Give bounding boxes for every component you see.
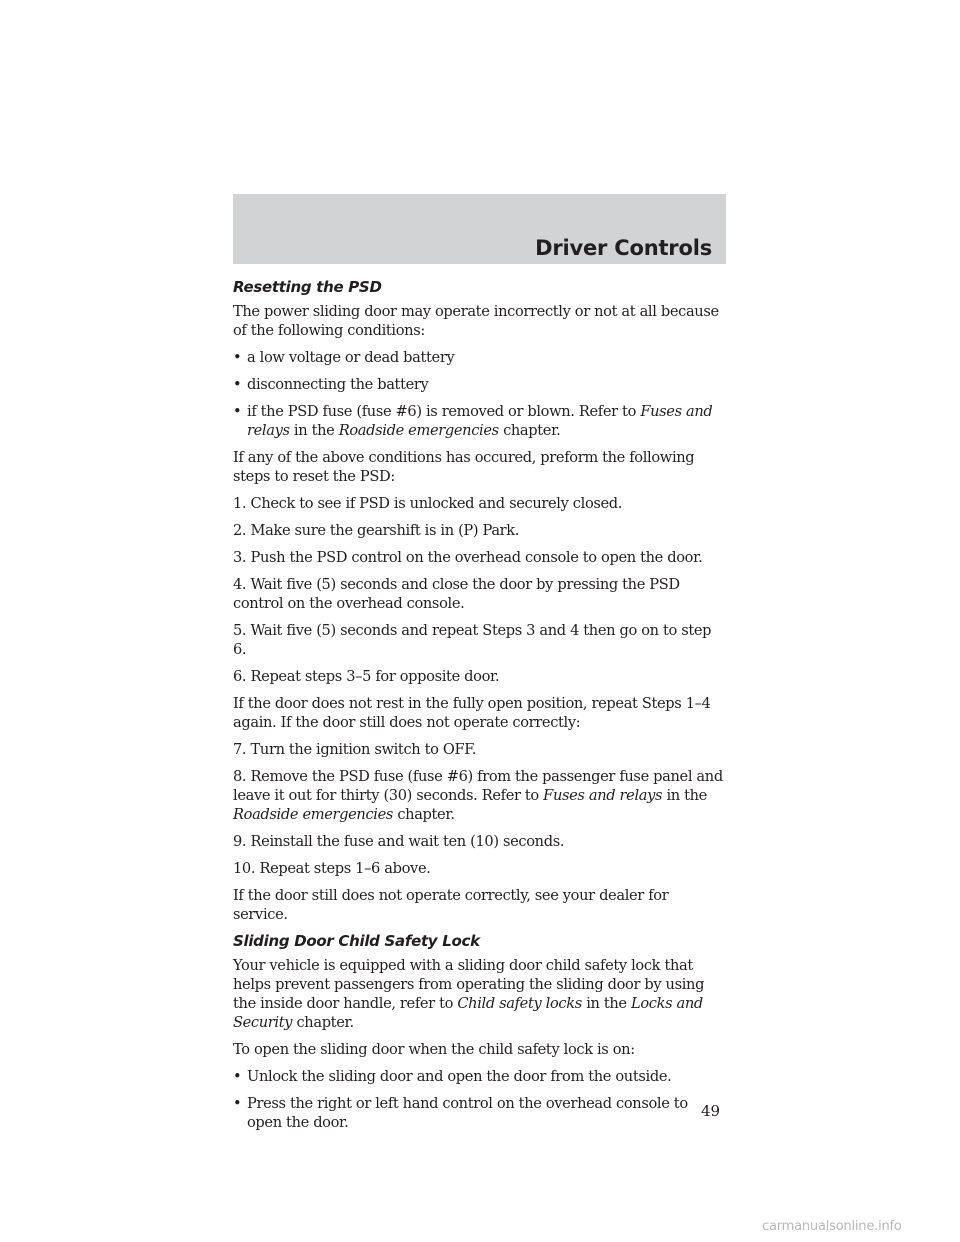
text-segment: chapter. [397, 806, 455, 823]
page-number: 49 [701, 1102, 721, 1120]
bullet-text: disconnecting the battery [247, 376, 429, 393]
lead-paragraph: To open the sliding door when the child safety lock is on: [233, 1041, 635, 1058]
cross-reference: Fuses and relays [543, 787, 663, 804]
list-item [233, 348, 726, 367]
step-item: 9. Reinstall the fuse and wait ten (10) seconds. [233, 833, 565, 850]
note-paragraph: If the door does not rest in the fully open position, repeat Steps 1–4 again. If the door still does not operate correctly: [233, 695, 711, 731]
step-item [233, 767, 726, 824]
intro-paragraph: The power sliding door may operate incorrectly or not at all because of the following conditions: [233, 303, 719, 339]
steps-lead-paragraph: If any of the above conditions has occured, preform the following steps to reset the PSD: [233, 449, 695, 485]
list-item [233, 375, 726, 394]
bullet-glyph: • [233, 376, 242, 393]
step-item: 3. Push the PSD control on the overhead console to open the door. [233, 549, 703, 566]
watermark-text: carmanualsonline.info [762, 1219, 902, 1234]
text-segment: in the [293, 422, 335, 439]
text-segment: 8. Remove the PSD fuse (fuse #6) from the passenger fuse panel and leave it out for thirty (30) seconds. Refer to [233, 768, 723, 804]
list-item [233, 1094, 726, 1132]
closing-paragraph: If the door still does not operate correctly, see your dealer for service. [233, 887, 669, 923]
text-segment: if the PSD fuse (fuse #6) is removed or blown. Refer to [247, 403, 637, 420]
step-item: 4. Wait five (5) seconds and close the door by pressing the PSD control on the overhead console. [233, 576, 680, 612]
cross-reference: Roadside emergencies [233, 806, 394, 823]
section-heading-child-safety-lock: Sliding Door Child Safety Lock [233, 932, 480, 950]
step-item: 5. Wait five (5) seconds and repeat Steps 3 and 4 then go on to step 6. [233, 622, 712, 658]
body-paragraph [233, 956, 726, 1032]
step-item: 6. Repeat steps 3–5 for opposite door. [233, 668, 500, 685]
bullet-glyph: • [233, 1068, 242, 1085]
step-item: 10. Repeat steps 1–6 above. [233, 860, 431, 877]
cross-reference: Roadside emergencies [338, 422, 499, 439]
chapter-header-box [233, 194, 726, 264]
page-content [233, 278, 726, 1140]
chapter-title: Driver Controls [535, 236, 712, 260]
text-segment: in the [666, 787, 707, 804]
cross-reference: Locks and Security [233, 995, 703, 1031]
step-item: 7. Turn the ignition switch to OFF. [233, 741, 477, 758]
text-segment: chapter. [503, 422, 561, 439]
bullet-glyph: • [233, 349, 242, 366]
step-item: 1. Check to see if PSD is unlocked and securely closed. [233, 495, 623, 512]
cross-reference: Child safety locks [457, 995, 582, 1012]
section-heading-resetting-psd: Resetting the PSD [233, 278, 382, 296]
cross-reference: Fuses and relays [247, 403, 713, 439]
list-item [233, 1067, 726, 1086]
text-segment: in the [586, 995, 627, 1012]
bullet-text: Unlock the sliding door and open the door from the outside. [247, 1068, 672, 1085]
text-segment: chapter. [296, 1014, 354, 1031]
list-item [233, 402, 726, 440]
bullet-text [247, 402, 726, 440]
text-segment: Your vehicle is equipped with a sliding door child safety lock that helps prevent passengers from operating the sliding door by using the inside door handle, refer to [233, 957, 705, 1012]
bullet-glyph: • [233, 1095, 242, 1112]
step-item: 2. Make sure the gearshift is in (P) Park. [233, 522, 520, 539]
bullet-glyph: • [233, 403, 242, 420]
bullet-text: Press the right or left hand control on the overhead console to open the door. [247, 1095, 688, 1131]
bullet-text: a low voltage or dead battery [247, 349, 455, 366]
